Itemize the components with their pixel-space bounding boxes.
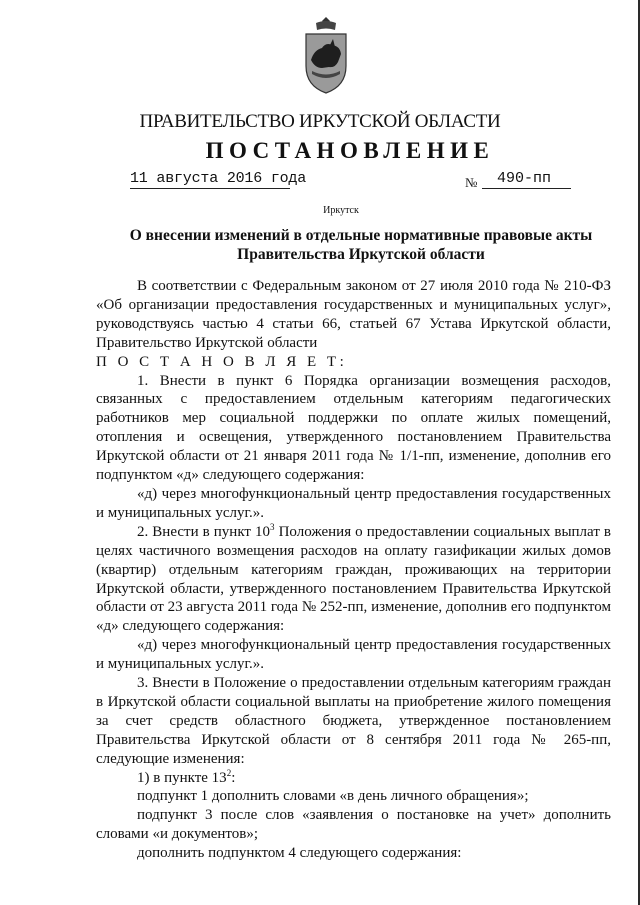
clause-3-item-1 — [96, 769, 611, 788]
clause-1-paragraph: 1. Внести в пункт 6 Порядка организации возмещения расходов, связанных с предоставлением отдельным категориям педагогических работников мер социальной поддержки по оплате жилых помещений, отопления и освещения, утвержденного постановлением Правительства Иркутской области от 21 января 2011 года № 1/1-пп, изменение, дополнив его подпунктом «д» следующего содержания: — [96, 372, 611, 484]
government-name: ПРАВИТЕЛЬСТВО ИРКУТСКОЙ ОБЛАСТИ — [139, 111, 501, 132]
clause-2-paragraph — [96, 523, 611, 636]
document-type: ПОСТАНОВЛЕНИЕ — [205, 138, 495, 163]
clause-3-subpoint-1: подпункт 1 дополнить словами «в день личного обращения»; — [137, 788, 529, 805]
clause-2-superscript: 3 — [270, 521, 275, 532]
clause-3-item-1-text: 1) в пункте 13 — [137, 769, 227, 786]
clause-3-item-1-superscript: 2 — [226, 767, 232, 778]
clause-3-paragraph: 3. Внести в Положение о предоставлении отдельным категориям граждан в Иркутской области социальной выплаты на приобретение жилого помещения за счет средств областного бюджета, утвержденное постановлением Правительства Иркутской области от 8 сентября 2011 года № 265-пп, следующие изменения: — [96, 675, 611, 767]
document-title — [96, 226, 626, 264]
number-underline — [482, 188, 571, 189]
title-line-1: О внесении изменений в отдельные нормативные правовые акты — [129, 227, 593, 244]
clause-2-text-end: Положения о предоставлении социальных выплат в целях частичного возмещения расходов на оплату газификации жилых домов (квартир) отдельным категориям граждан, проживающих на территории Иркутской области, утвержденного постановлением Правительства Иркутской области от 23 августа 2011 года № 252-пп, изменение, дополнив его подпунктом «д» следующего содержания: — [96, 523, 611, 635]
clause-2-subpoint-d: «д) через многофункциональный центр предоставления государственных и муниципальных услуг.». — [96, 637, 611, 673]
title-line-2: Правительства Иркутской области — [237, 246, 485, 263]
coat-of-arms-emblem — [302, 16, 350, 94]
clause-3-add-subpoint-4: дополнить подпунктом 4 следующего содержания: — [137, 845, 462, 862]
document-body — [96, 277, 611, 863]
decree-number: 490-пп — [497, 170, 552, 187]
preamble-paragraph: В соответствии с Федеральным законом от 27 июля 2010 года № 210-ФЗ «Об организации предоставления государственных и муниципальных услуг», руководствуясь частью 4 статьи 66, статьей 67 Устава Иркутской области, Правительство Иркутской области — [96, 278, 611, 351]
number-sign: № — [465, 175, 478, 190]
decree-date: 11 августа 2016 года — [130, 170, 307, 187]
city-name: Иркутск — [323, 205, 359, 216]
clause-3-subpoint-3: подпункт 3 после слов «заявления о постановке на учет» дополнить словами «и документов»; — [96, 807, 611, 843]
clause-3-item-1-colon: : — [231, 769, 236, 786]
resolves-heading: П О С Т А Н О В Л Я Е Т: — [96, 353, 348, 370]
clause-1-subpoint-d: «д) через многофункциональный центр предоставления государственных и муниципальных услуг.». — [96, 485, 611, 521]
date-underline — [130, 188, 290, 189]
clause-2-text-start: 2. Внести в пункт 10 — [137, 523, 271, 540]
